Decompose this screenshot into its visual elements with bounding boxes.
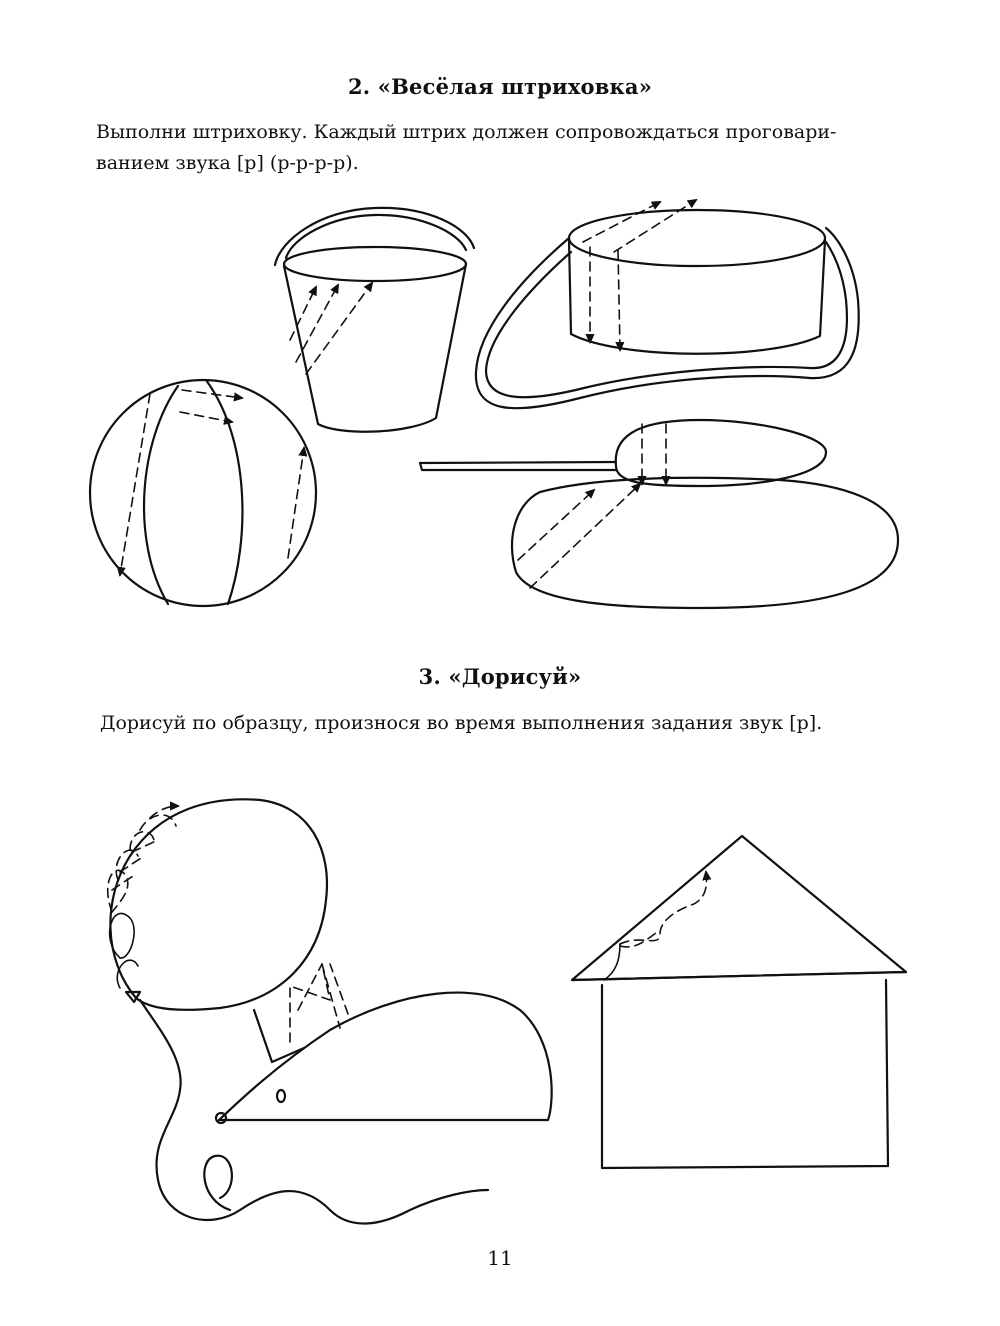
balloon-mouse-drawing bbox=[108, 799, 552, 1223]
section-3-instruction: Дорисуй по образцу, произнося во время выполнения задания звук [р]. bbox=[100, 712, 823, 734]
section-2-title: 2. «Весёлая штриховка» bbox=[347, 74, 653, 99]
bucket-drawing bbox=[275, 208, 474, 432]
loaf-drawing bbox=[420, 420, 898, 608]
page-number: 11 bbox=[487, 1246, 513, 1270]
section-2-instruction-line-2: ванием звука [р] (р-р-р-р). bbox=[96, 152, 359, 174]
house-drawing bbox=[572, 836, 906, 1168]
section-3-title: 3. «Дорисуй» bbox=[418, 664, 582, 689]
handbag-drawing bbox=[476, 200, 859, 408]
section-2-instruction-line-1: Выполни штриховку. Каждый штрих должен сопровождаться проговари- bbox=[96, 121, 837, 143]
ball-drawing bbox=[90, 380, 316, 606]
